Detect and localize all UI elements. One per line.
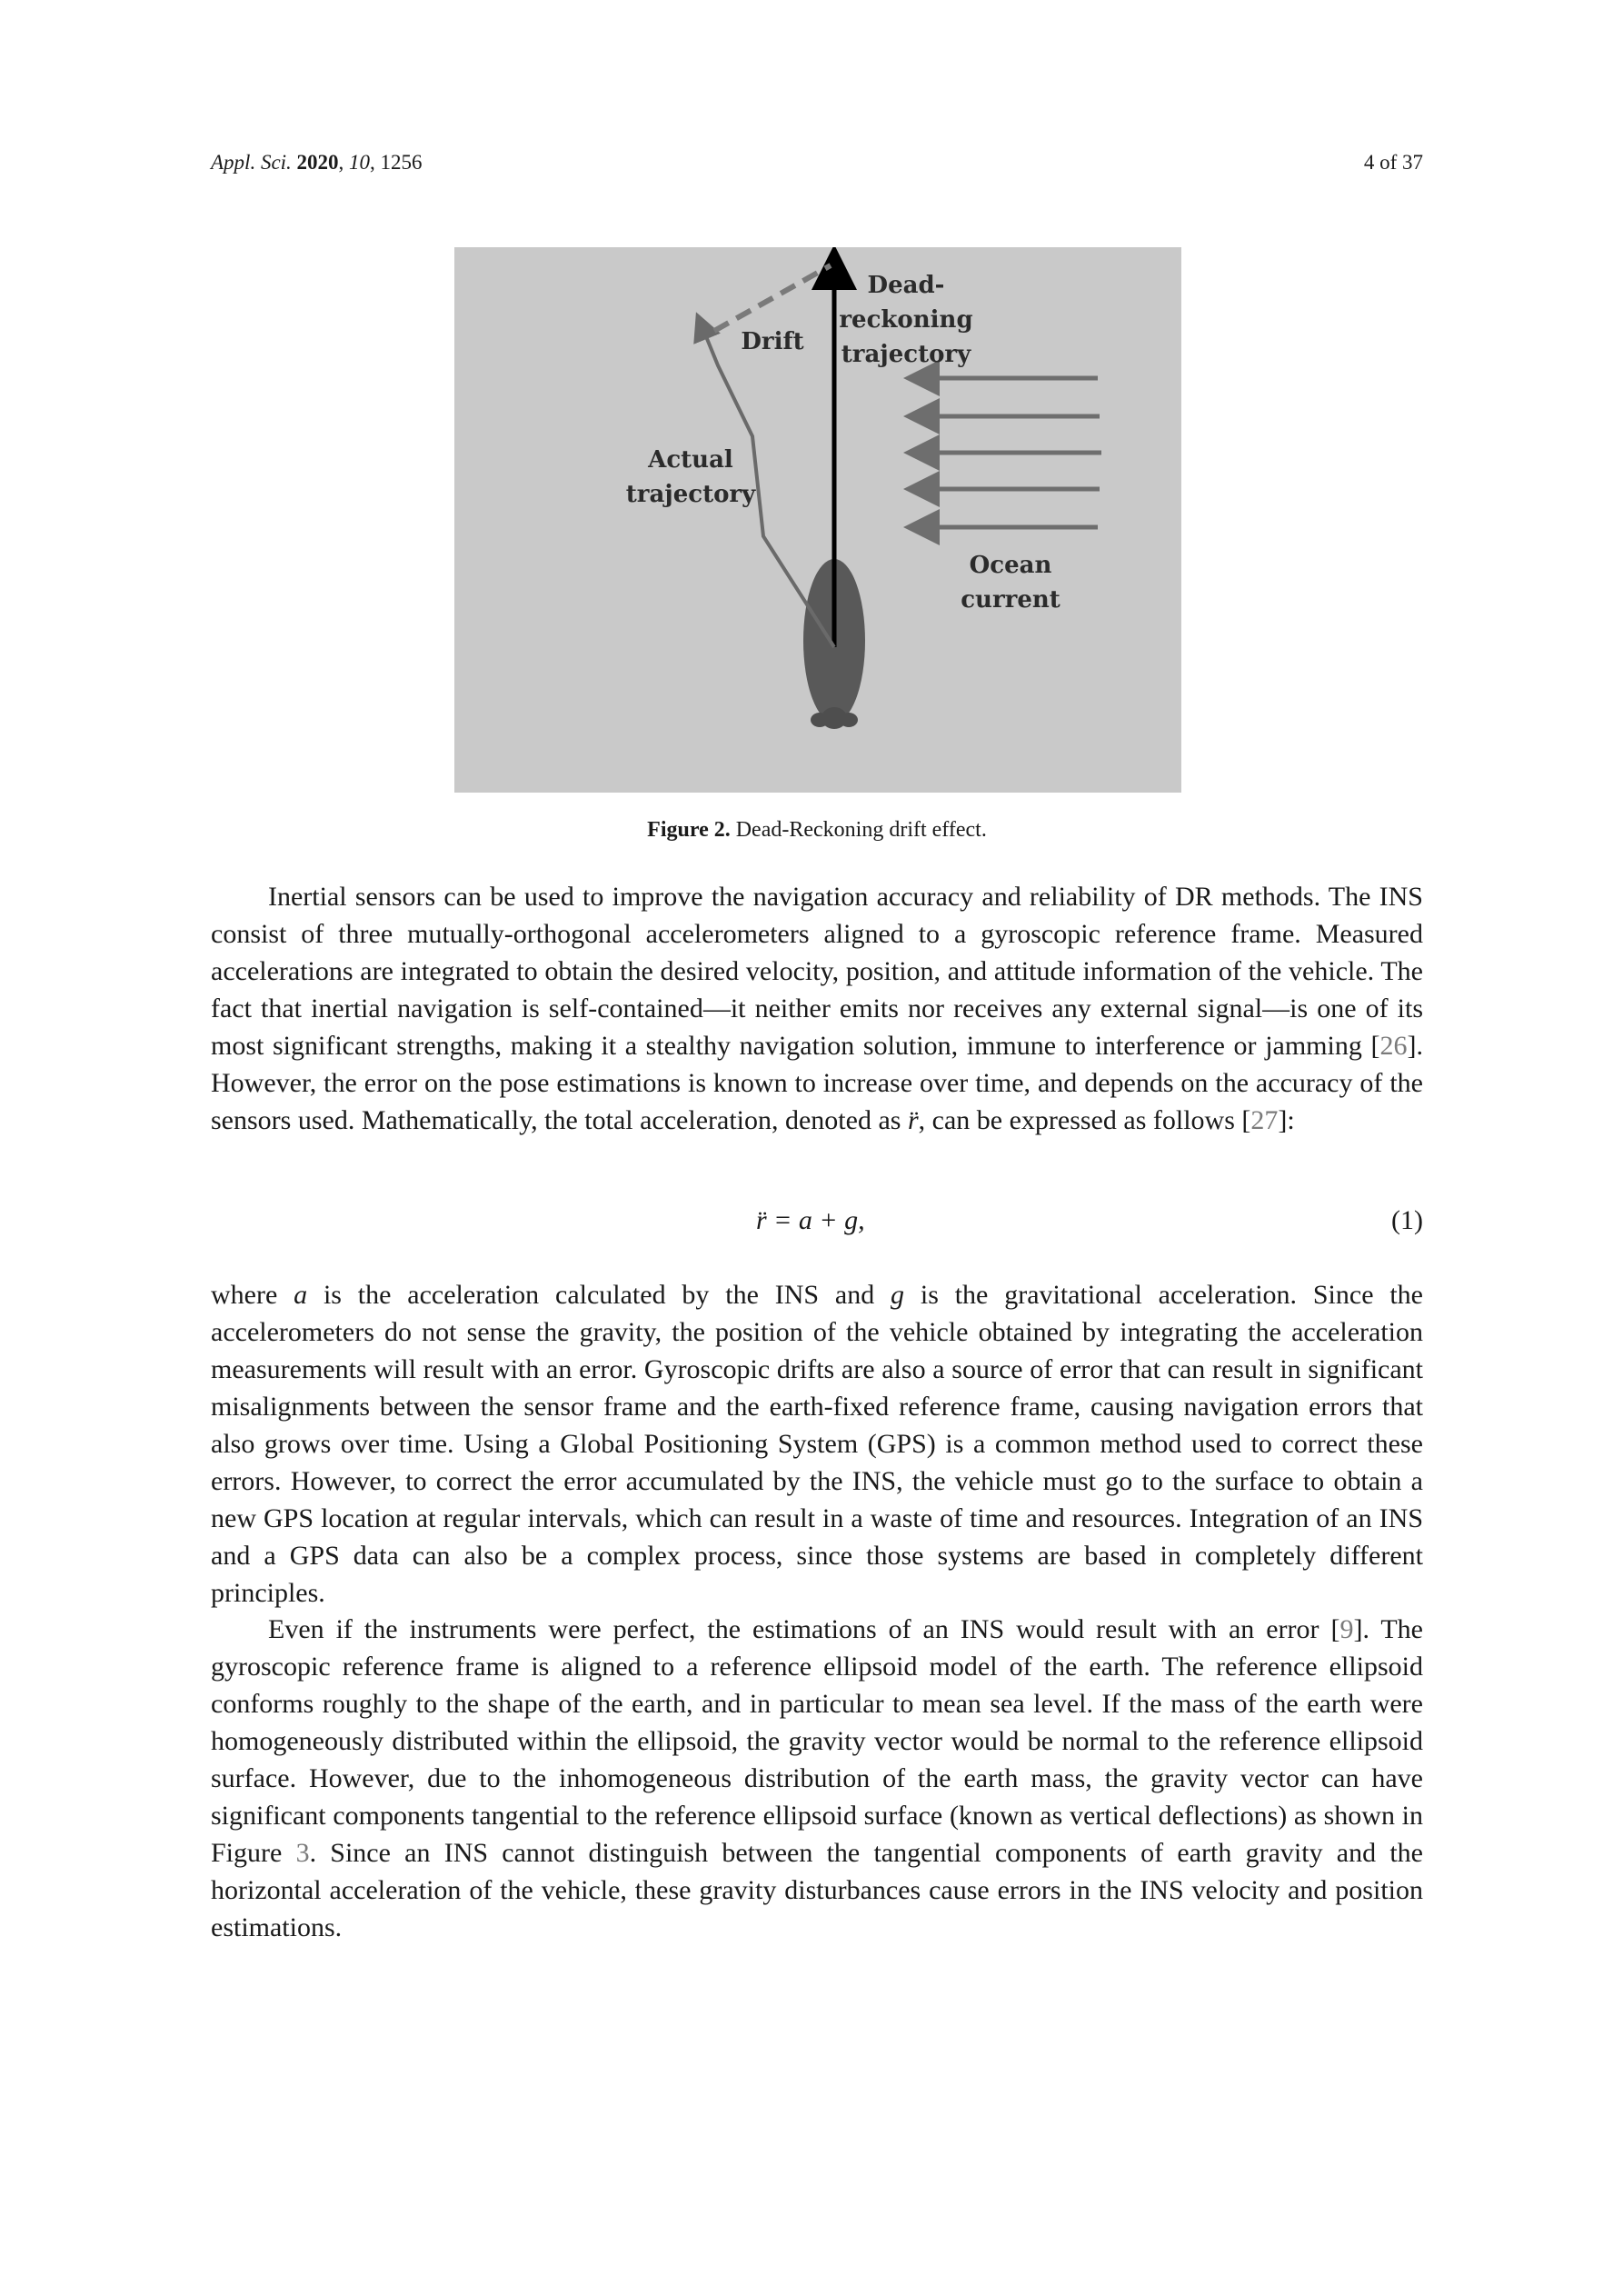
figure-image [454,247,1181,793]
p1-text-b: ]. However, the error on the pose estimations is known to increase over time, and depends on the accuracy of the sensors used. Mathematically, the total acceleration, denoted as [211,1031,1423,1135]
label-ocean-2: current [961,586,1060,614]
journal-abbrev: Appl. Sci. [211,151,292,174]
p1-text-d: ]: [1278,1105,1295,1135]
label-dead-reckoning-3: trajectory [841,341,971,368]
p3-text-b: ]. The gyroscopic reference frame is aligned to a reference ellipsoid model of the earth. The reference ellipsoid conforms roughly to the shape of the earth, and in particular to mean sea level. If the mass of the earth were homogeneously distributed within the ellipsoid, the gravity vector would be normal to the reference ellipsoid surface. However, due to the inhomogeneous distribution of the earth mass, the gravity vector can have significant components tangential to the reference ellipsoid surface (known as vertical deflections) as shown in Figure [211,1614,1423,1868]
figure-3-link[interactable]: 3 [295,1838,310,1868]
running-head [211,151,1423,187]
label-ocean-1: Ocean [969,552,1052,579]
figure-dead-reckoning [454,247,1181,793]
caption-label: Figure 2. [647,818,731,842]
p1-symbol: r̈ [907,1105,919,1135]
article-number: 1256 [380,151,423,174]
label-actual-2: trajectory [625,481,756,508]
p3-text-c: . Since an INS cannot distinguish between the tangential components of earth gravity and the horizontal acceleration of the vehicle, these gravity disturbances cause errors in the INS velocity and position estimations. [211,1838,1423,1942]
journal-citation: Appl. Sci. 2020, 10, 1256 [211,151,423,174]
equation-1 [211,1205,1423,1245]
p3-text-a: Even if the instruments were perfect, the estimations of an INS would result with an error [ [268,1614,1340,1644]
label-dead-reckoning-2: reckoning [839,306,973,334]
p2-text-a: where [211,1280,294,1310]
figure-caption [211,818,1423,843]
equation-expression: r̈ = a + g, [756,1205,865,1235]
figure-background [454,247,1181,793]
p2-var-a: a [294,1280,308,1310]
label-actual-1: Actual [648,446,733,474]
journal-volume: 10 [349,151,371,174]
caption-text: Dead-Reckoning drift effect. [735,818,987,842]
citation-26[interactable]: 26 [1379,1031,1408,1061]
p2-text-b: is the acceleration calculated by the INS and [307,1280,891,1310]
paragraph-2 [211,1276,1423,1612]
citation-9[interactable]: 9 [1339,1614,1354,1644]
paragraph-1 [211,878,1423,1139]
equation-number: (1) [1391,1205,1423,1235]
p1-text-a: Inertial sensors can be used to improve the navigation accuracy and reliability of DR methods. The INS consist of three mutually-orthogonal accelerometers aligned to a gyroscopic reference frame. Measured accelerations are integrated to obtain the desired velocity, position, and attitude information of the vehicle. The fact that inertial navigation is self-contained—it neither emits nor receives any external signal—is one of its most significant strengths, making it a stealthy navigation solution, immune to interference or jamming [ [211,882,1423,1061]
page-number: 4 of 37 [1363,151,1423,174]
citation-27[interactable]: 27 [1250,1105,1279,1135]
paragraph-3 [211,1611,1423,1946]
p2-text-c: is the gravitational acceleration. Since the accelerometers do not sense the gravity, the position of the vehicle obtained by integrating the acceleration measurements will result with an error. Gyroscopic drifts are also a source of error that can result in significant misalignments between the sensor frame and the earth-fixed reference frame, causing navigation errors that also grows over time. Using a Global Positioning System (GPS) is a common method used to correct these errors. However, to correct the error accumulated by the INS, the vehicle must go to the surface to obtain a new GPS location at regular intervals, which can result in a waste of time and resources. Integration of an INS and a GPS data can also be a complex process, since those systems are based in completely different principles. [211,1280,1423,1608]
p1-text-c: , can be expressed as follows [ [918,1105,1251,1135]
journal-year: 2020 [296,151,339,174]
p2-var-g: g [891,1280,905,1310]
label-dead-reckoning-1: Dead- [867,272,945,299]
label-drift: Drift [741,328,804,355]
